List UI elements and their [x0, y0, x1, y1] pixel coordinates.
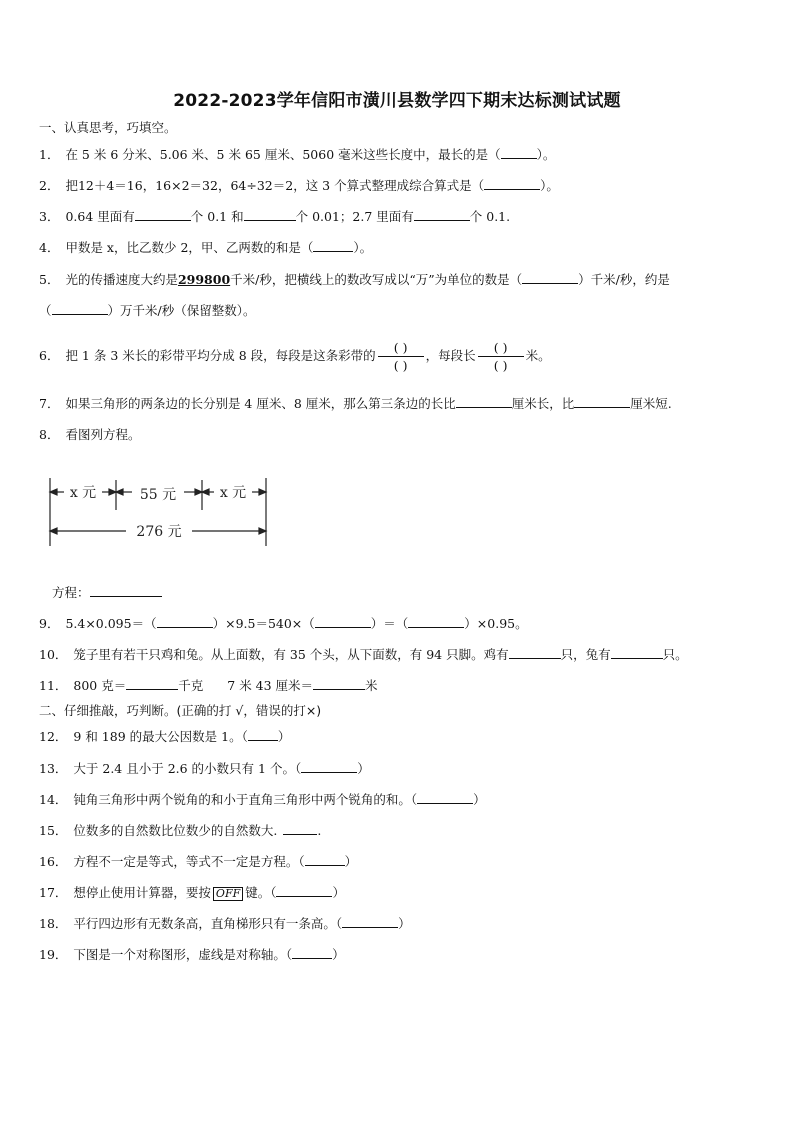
question-text-end: ）: [357, 761, 370, 776]
arrow-head: [116, 489, 123, 495]
question-text: 0.64 里面有: [65, 209, 135, 224]
question-text-end: ）: [332, 947, 345, 962]
answer-blank[interactable]: [509, 646, 561, 659]
question-text: 厘米长，比: [511, 396, 575, 411]
denominator-blank[interactable]: ( ): [393, 358, 408, 373]
answer-blank[interactable]: [522, 271, 578, 284]
question-number: 5．: [39, 272, 60, 287]
question-17: [39, 884, 345, 901]
question-text-end: ）: [398, 916, 411, 931]
question-text-end: ）: [332, 885, 345, 900]
question-2: [39, 177, 559, 194]
answer-blank[interactable]: [244, 208, 296, 221]
equation-label: 方程：: [52, 585, 90, 600]
segment-label-x-1: x 元: [69, 485, 97, 501]
question-text: 键。（: [245, 885, 277, 900]
question-text: 下图是一个对称图形，虚线是对称轴。（: [73, 947, 293, 962]
question-text: 方程不一定是等式，等式不一定是方程。（: [73, 854, 305, 869]
segment-label-55: 55 元: [139, 487, 177, 503]
question-3: [39, 208, 510, 225]
answer-blank[interactable]: [315, 615, 371, 628]
segment-label-x-2: x 元: [219, 485, 247, 501]
question-12: [39, 728, 290, 745]
question-text-end: ）。: [540, 178, 559, 193]
question-number: 2．: [39, 178, 60, 193]
question-text: 个 0.1 和: [190, 209, 244, 224]
question-text: 千米/秒，把横线上的数改写成以“万”为单位的数是（: [230, 272, 523, 287]
question-text: ）＝（: [370, 616, 409, 631]
question-text: 只，兔有: [560, 647, 611, 662]
question-number: 11．: [39, 678, 68, 693]
question-text: 在 5 米 6 分米、5.06 米、5 米 65 厘米、5060 毫米这些长度中，最长的是（: [65, 147, 501, 162]
numerator-blank[interactable]: ( ): [393, 340, 408, 355]
question-10: [39, 646, 688, 663]
question-text: ，每段长: [425, 348, 476, 363]
question-text: 看图列方程。: [65, 427, 141, 442]
question-15: [39, 822, 321, 839]
question-13: [39, 760, 370, 777]
question-text: 个 0.1.: [469, 209, 511, 224]
answer-blank[interactable]: [408, 615, 464, 628]
question-8: [39, 427, 140, 443]
question-text: ）×0.95。: [464, 616, 528, 631]
answer-blank[interactable]: [292, 946, 332, 959]
question-number: 9．: [39, 616, 60, 631]
question-11: [39, 677, 378, 694]
question-text: 想停止使用计算器，要按: [73, 885, 211, 900]
question-text: ）×9.5＝540×（: [212, 616, 315, 631]
answer-blank[interactable]: [248, 728, 278, 741]
arrow-head: [50, 528, 57, 534]
question-text: 大于 2.4 且小于 2.6 的小数只有 1 个。（: [73, 761, 302, 776]
question-5-continued: [39, 302, 255, 319]
question-number: 10．: [39, 647, 68, 662]
question-number: 6．: [39, 348, 60, 363]
arrow-head: [50, 489, 57, 495]
question-text: （: [39, 303, 52, 318]
question-text: 5.4×0.095＝（: [65, 616, 157, 631]
question-text-end: ）。: [353, 240, 373, 255]
question-4: [39, 239, 372, 256]
question-text: 米: [365, 678, 378, 693]
answer-blank[interactable]: [313, 677, 365, 690]
answer-blank[interactable]: [456, 395, 512, 408]
question-14: [39, 791, 486, 808]
answer-blank[interactable]: [301, 760, 357, 773]
question-number: 3．: [39, 209, 60, 224]
question-text: 把 1 条 3 米长的彩带平均分成 8 段，每段是这条彩带的: [65, 348, 376, 363]
equation-blank[interactable]: [90, 584, 162, 597]
question-text: ）千米/秒，约是: [578, 272, 670, 287]
answer-blank[interactable]: [305, 853, 345, 866]
answer-blank[interactable]: [126, 677, 178, 690]
question-text: 甲数是 x，比乙数少 2，甲、乙两数的和是（: [65, 240, 314, 255]
question-number: 12．: [39, 729, 68, 744]
equation-line: [52, 584, 162, 601]
question-text-end: .: [317, 823, 322, 838]
question-6: [39, 332, 551, 380]
line-segment-diagram: [46, 476, 276, 552]
answer-blank[interactable]: [283, 822, 317, 835]
question-text: 只。: [662, 647, 688, 662]
question-5: [39, 271, 670, 288]
question-text: 把12＋4＝16，16×2＝32，64÷32＝2，这 3 个算式整理成综合算式是（: [65, 178, 485, 193]
fraction-blank[interactable]: [478, 339, 524, 374]
question-text: 9 和 189 的最大公因数是 1。（: [73, 729, 248, 744]
question-number: 8．: [39, 427, 60, 442]
answer-blank[interactable]: [313, 239, 353, 252]
section-heading-judge: 二、仔细推敲，巧判断。(正确的打 √，错误的打×): [39, 703, 322, 718]
question-text: 7 米 43 厘米＝: [227, 678, 314, 693]
question-16: [39, 853, 357, 870]
denominator-blank[interactable]: ( ): [493, 358, 508, 373]
answer-blank[interactable]: [414, 208, 470, 221]
question-7: [39, 395, 672, 412]
underlined-number: 299800: [177, 272, 231, 287]
question-text-end: ）: [344, 854, 358, 869]
question-number: 13．: [39, 761, 68, 776]
question-text: 个 0.01；2.7 里面有: [295, 209, 414, 224]
arrow-head: [259, 489, 266, 495]
question-text: 如果三角形的两条边的长分别是 4 厘米、8 厘米，那么第三条边的长比: [65, 396, 456, 411]
answer-blank[interactable]: [611, 646, 663, 659]
page-title: 2022-2023学年信阳市潢川县数学四下期末达标测试试题: [173, 91, 621, 111]
question-1: [39, 146, 555, 163]
answer-blank[interactable]: [52, 302, 108, 315]
section-heading-fill-in: 一、认真思考，巧填空。: [39, 120, 177, 135]
question-number: 15．: [39, 823, 68, 838]
question-number: 7．: [39, 396, 60, 411]
answer-blank[interactable]: [574, 395, 630, 408]
question-18: [39, 915, 411, 932]
answer-blank[interactable]: [157, 615, 213, 628]
question-text: 平行四边形有无数条高，直角梯形只有一条高。（: [73, 916, 343, 931]
question-9: [39, 615, 528, 632]
question-number: 4．: [39, 240, 60, 255]
arrow-head: [259, 528, 266, 534]
answer-blank[interactable]: [501, 146, 537, 159]
question-text: 位数多的自然数比位数少的自然数大.: [73, 823, 278, 838]
fraction-blank[interactable]: [378, 339, 424, 374]
question-text: 米。: [525, 348, 551, 363]
total-label: 276 元: [136, 524, 182, 540]
question-text-end: ）: [473, 792, 486, 807]
answer-blank[interactable]: [135, 208, 191, 221]
answer-blank[interactable]: [484, 177, 540, 190]
arrow-head: [202, 489, 209, 495]
answer-blank[interactable]: [276, 884, 332, 897]
question-number: 14．: [39, 792, 68, 807]
question-number: 19．: [39, 947, 68, 962]
question-number: 16．: [39, 854, 68, 869]
question-text: 千克: [178, 678, 204, 693]
numerator-blank[interactable]: ( ): [493, 340, 508, 355]
question-text: 钝角三角形中两个锐角的和小于直角三角形中两个锐角的和。（: [73, 792, 418, 807]
question-text: 光的传播速度大约是: [65, 272, 178, 287]
question-text-end: ）: [277, 729, 291, 744]
answer-blank[interactable]: [342, 915, 398, 928]
question-text: 笼子里有若干只鸡和兔。从上面数，有 35 个头，从下面数，有 94 只脚。鸡有: [73, 647, 509, 662]
question-number: 1．: [39, 147, 60, 162]
off-key-icon: OFF: [213, 887, 243, 901]
answer-blank[interactable]: [417, 791, 473, 804]
question-text-end: ）。: [536, 147, 556, 162]
question-text: 800 克＝: [73, 678, 127, 693]
question-number: 18．: [39, 916, 68, 931]
question-number: 17．: [39, 885, 68, 900]
question-19: [39, 946, 345, 963]
question-text: ）万千米/秒（保留整数）。: [107, 303, 256, 318]
question-text: 厘米短.: [630, 396, 672, 411]
